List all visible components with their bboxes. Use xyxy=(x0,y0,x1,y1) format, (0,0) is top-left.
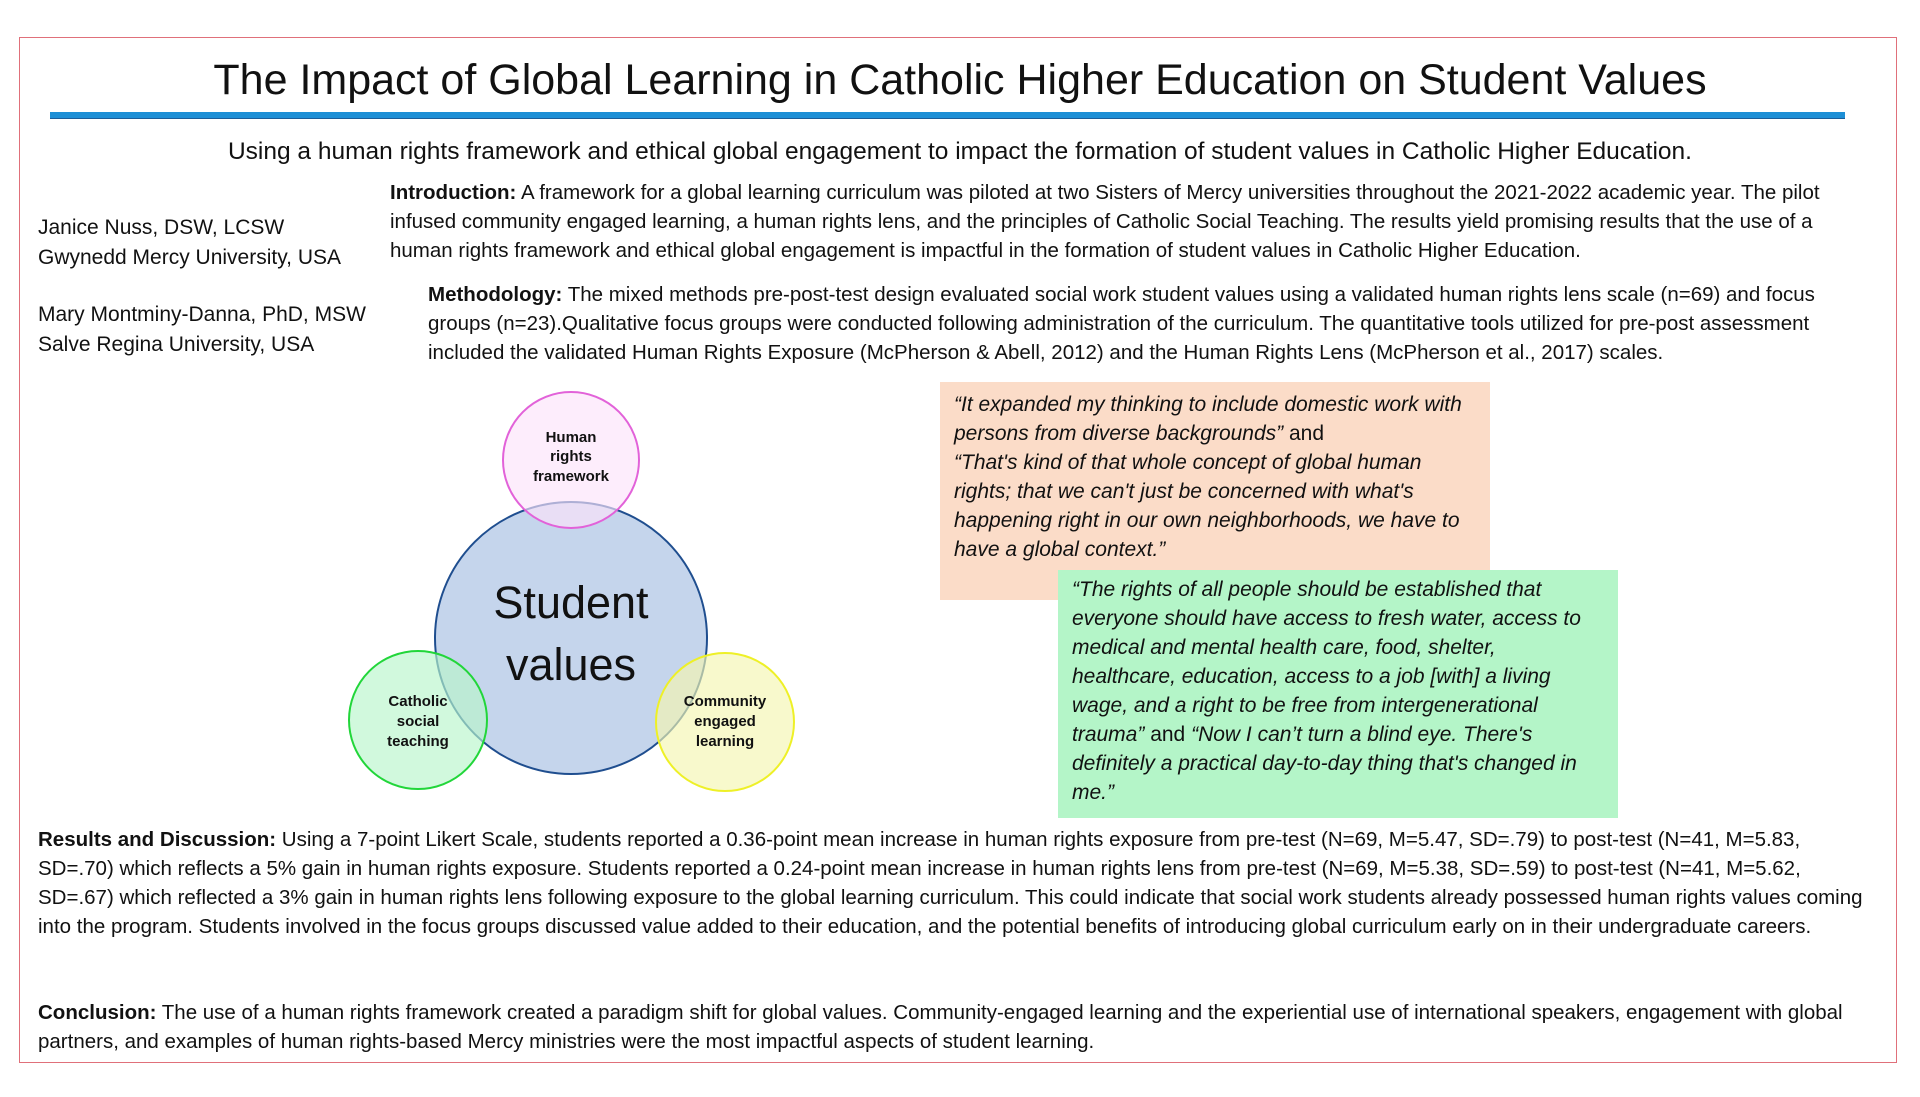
methodology-section xyxy=(428,280,1865,367)
quote-joiner: and xyxy=(1283,422,1325,445)
student-values-diagram xyxy=(340,375,810,795)
left-label-line1: Catholic xyxy=(388,693,448,710)
poster-subtitle: Using a human rights framework and ethical global engagement to impact the formation of student values in Catholic Higher Education. xyxy=(227,138,1692,165)
author-name: Janice Nuss, DSW, LCSW xyxy=(38,216,285,239)
center-label-line2: values xyxy=(505,639,637,690)
left-label-line2: social xyxy=(396,713,440,730)
conclusion-text: The use of a human rights framework created a paradigm shift for global values. Community-engaged learning and the experiential use of international speakers, engagement with global partners, and examples of human rights-based Mercy ministries were the most impactful aspects of student learning. xyxy=(38,1001,1843,1053)
student-quote-box-1 xyxy=(940,382,1490,600)
title-divider xyxy=(50,112,1845,119)
quote-text: “Now I can’t turn a blind eye. There's definitely a practical day-to-day thing that's changed in me.” xyxy=(1072,723,1577,804)
top-label-line3: framework xyxy=(533,468,609,485)
results-section xyxy=(38,825,1878,941)
results-heading: Results and Discussion: xyxy=(38,828,277,851)
poster-title: The Impact of Global Learning in Catholic Higher Education on Student Values xyxy=(213,56,1707,104)
right-label-line2: engaged xyxy=(694,713,756,730)
author-affiliation: Gwynedd Mercy University, USA xyxy=(38,246,342,269)
conclusion-section xyxy=(38,998,1878,1056)
quote-text: “It expanded my thinking to include domestic work with persons from diverse backgrounds” xyxy=(954,393,1462,445)
right-label-line3: learning xyxy=(695,733,755,750)
student-quote-box-2 xyxy=(1058,570,1618,818)
quote-joiner: and xyxy=(1144,723,1192,746)
top-label-line2: rights xyxy=(550,448,592,465)
introduction-heading: Introduction: xyxy=(390,181,517,204)
methodology-heading: Methodology: xyxy=(428,283,563,306)
results-text: Using a 7-point Likert Scale, students reported a 0.36-point mean increase in human rights exposure from pre-test (N=69, M=5.47, SD=.79) to post-test (N=41, M=5.83, SD=.70) which reflects a 5% gain in human rights exposure. Students reported a 0.24-point mean increase in human rights lens from pre-test (N=69, M=5.38, SD=.59) to post-test (N=41, M=5.62, SD=.67) which reflected a 3% gain in human rights lens following exposure to the global learning curriculum. This could indicate that social work students already possessed human rights values coming into the program. Students involved in the focus groups discussed value added to their education, and the potential benefits of introducing global curriculum early on in their undergraduate careers. xyxy=(38,828,1863,938)
author-affiliation: Salve Regina University, USA xyxy=(38,333,315,356)
quote-text: “The rights of all people should be established that everyone should have access to fresh water, access to medical and mental health care, food, shelter, healthcare, education, access to a job [with] a living wage, and a right to be free from intergenerational trauma” xyxy=(1072,578,1581,746)
conclusion-heading: Conclusion: xyxy=(38,1001,157,1024)
introduction-section xyxy=(390,178,1865,265)
center-label-line1: Student xyxy=(493,577,649,628)
top-label-line1: Human xyxy=(545,429,597,446)
introduction-text: A framework for a global learning curriculum was piloted at two Sisters of Mercy universities throughout the 2021-2022 academic year. The pilot infused community engaged learning, a human rights lens, and the principles of Catholic Social Teaching. The results yield promising results that the use of a human rights framework and ethical global engagement is impactful in the formation of student values in Catholic Higher Education. xyxy=(390,181,1820,262)
left-label-line3: teaching xyxy=(387,733,449,750)
right-label-line1: Community xyxy=(683,693,767,710)
author-block xyxy=(38,213,366,360)
methodology-text: The mixed methods pre-post-test design evaluated social work student values using a validated human rights lens scale (n=69) and focus groups (n=23).Qualitative focus groups were conducted following administration of the curriculum. The quantitative tools utilized for pre-post assessment included the validated Human Rights Exposure (McPherson & Abell, 2012) and the Human Rights Lens (McPherson et al., 2017) scales. xyxy=(428,283,1815,364)
author-name: Mary Montminy-Danna, PhD, MSW xyxy=(38,303,366,326)
quote-text: “That's kind of that whole concept of global human rights; that we can't just be concerned with what's happening right in our own neighborhoods, we have to have a global context.” xyxy=(954,451,1460,561)
